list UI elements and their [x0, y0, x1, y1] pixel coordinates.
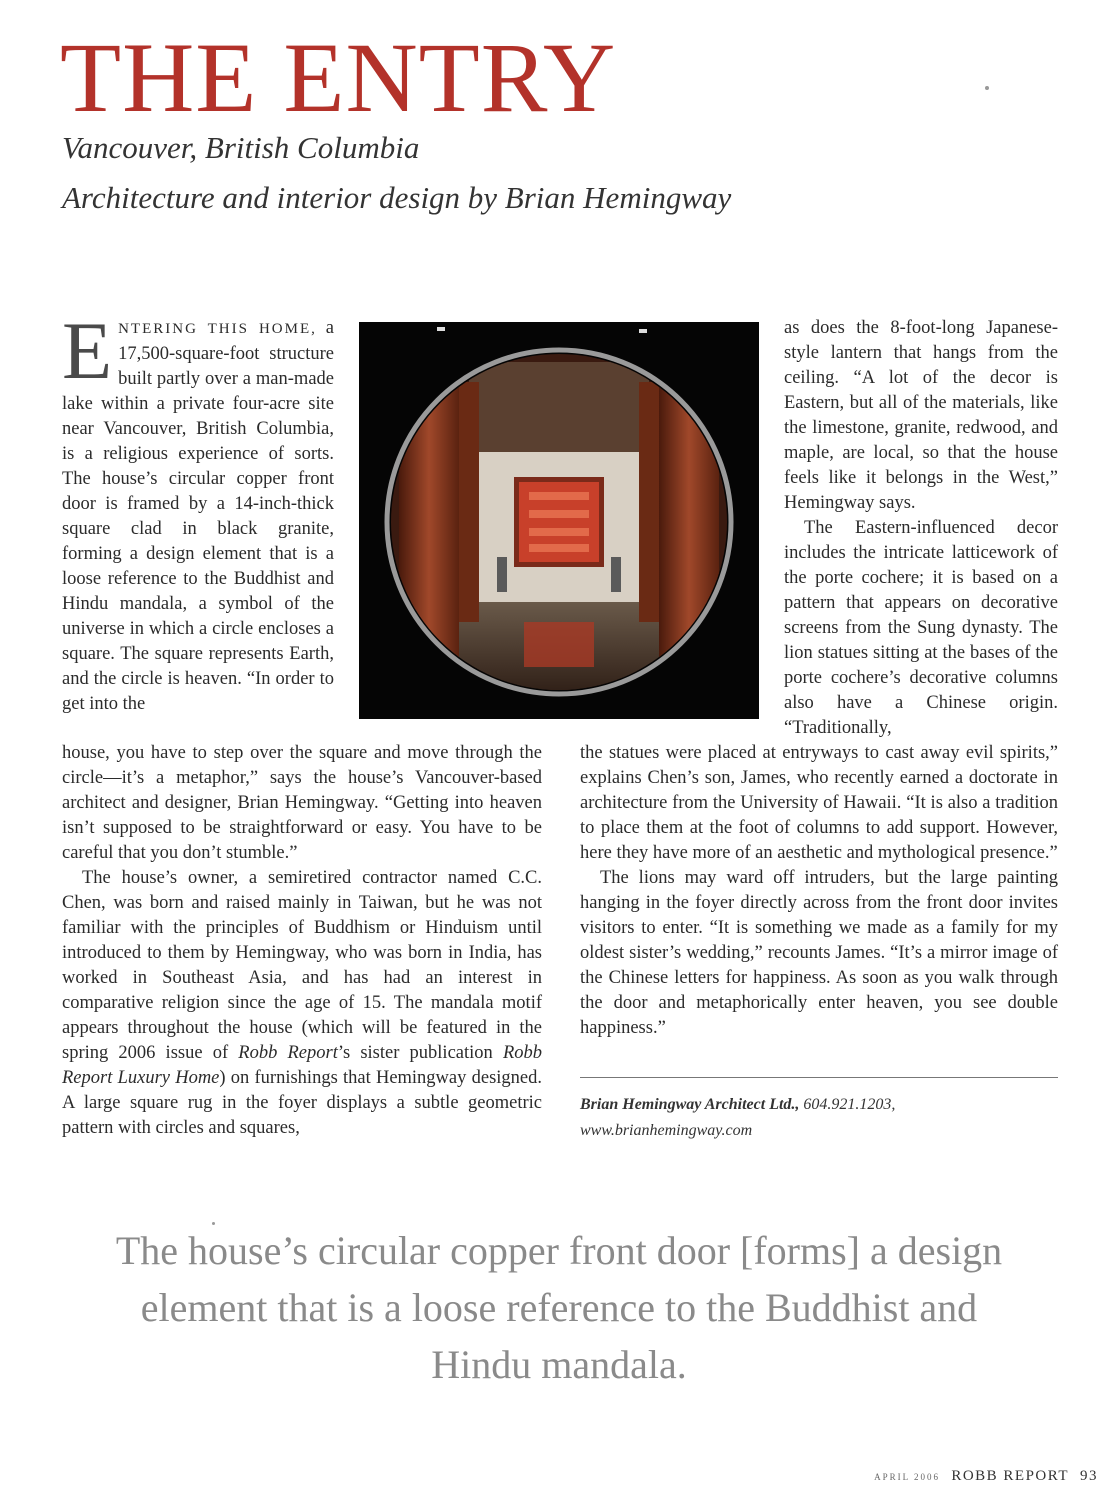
paragraph-text: ’s sister publication: [337, 1043, 503, 1063]
credit-phone: 604.921.1203,: [799, 1096, 896, 1113]
article-left-wide: [62, 741, 542, 1141]
italic-publication: Robb Report Luxury Home: [62, 1043, 542, 1088]
article-left-narrow: [62, 305, 334, 717]
pull-quote: The house’s circular copper front door [forms] a design element that is a loose reference to the Buddhist and Hindu mandala.: [115, 1228, 1003, 1387]
entry-photo: [359, 322, 759, 719]
paragraph-text: house, you have to step over the square and move through the circle—it’s a metaphor,” says the house’s Vancouver-based architect and designer, Brian Hemingway. “Getting into heaven isn’t supposed to be straightforward or easy. You have to be careful that you don’t stumble.”: [62, 743, 542, 863]
credit-url[interactable]: www.brianhemingway.com: [580, 1122, 753, 1139]
lead-smallcaps: NTERING THIS HOME,: [118, 321, 317, 337]
paragraph-text: The house’s owner, a semiretired contractor named C.C. Chen, was born and raised mainly in Taiwan, but he was not familiar with the principles of Buddhism or Hinduism until introduced to them by Hemingway, who was born in India, has worked in Southeast Asia, and has had an interest in comparative religion since the age of 15. The mandala motif appears throughout the house (which will be featured in the spring 2006 issue of: [62, 868, 542, 1063]
drop-cap: E: [62, 305, 113, 396]
article-right-wide: [580, 741, 1058, 1041]
architect-credit: [580, 1092, 1058, 1144]
byline-subtitle: Architecture and interior design by Brian Hemingway: [62, 180, 732, 215]
article-right-narrow: [784, 316, 1058, 741]
paragraph-text: as does the 8-foot-long Japanese-style lantern that hangs from the ceiling. “A lot of the decor is Eastern, but all of the materials, like the limestone, granite, redwood, and maple, are local, so that the house feels like it belongs in the West,” Hemingway says.: [784, 318, 1058, 513]
page-title: THE ENTRY: [60, 22, 617, 133]
entry-photo-illustration: [359, 322, 759, 719]
footer-magazine: ROBB REPORT: [951, 1468, 1069, 1484]
speck-mark: [212, 1222, 215, 1225]
paragraph-text: The Eastern-influenced decor includes the intricate latticework of the porte cochere; it is based on a pattern that appears on decorative screens from the Sung dynasty. The lion statues sitting at the bases of the porte cochere’s decorative columns also have a Chinese origin. “Traditionally,: [784, 518, 1058, 738]
footer-date: APRIL 2006: [874, 1472, 941, 1482]
italic-publication: Robb Report: [238, 1043, 338, 1063]
paragraph-text: ) on furnishings that Hemingway designed. A large square rug in the foyer displays a subtle geometric pattern with circles and squares,: [62, 1068, 542, 1138]
credit-divider: [580, 1077, 1058, 1078]
location-subtitle: Vancouver, British Columbia: [62, 130, 420, 165]
page-number: 93: [1080, 1468, 1098, 1484]
paragraph-text: a 17,500-square-foot structure built partly over a man-made lake within a private four-acre site near Vancouver, British Columbia, is a religious experience of sorts. The house’s circular copper front door is framed by a 14-inch-thick square clad in black granite, forming a design element that is a loose reference to the Buddhist and Hindu mandala, a symbol of the universe in which a circle encloses a square. The square represents Earth, and the circle is heaven. “In order to get into the: [62, 318, 334, 714]
page-footer: [874, 1468, 1098, 1485]
credit-name: Brian Hemingway Architect Ltd.,: [580, 1096, 800, 1113]
paragraph-text: the statues were placed at entryways to cast away evil spirits,” explains Chen’s son, James, who recently earned a doctorate in architecture from the University of Hawaii. “It is also a tradition to place them at the foot of columns to add support. However, here they have more of an aesthetic and mythological presence.”: [580, 743, 1058, 863]
speck-mark: [985, 86, 989, 90]
paragraph-text: The lions may ward off intruders, but the large painting hanging in the foyer directly across from the front door invites visitors to enter. “It is something we made as a family for my oldest sister’s wedding,” recounts James. “It’s a mirror image of the Chinese letters for happiness. As soon as you walk through the door and metaphorically enter heaven, you see double happiness.”: [580, 868, 1058, 1038]
